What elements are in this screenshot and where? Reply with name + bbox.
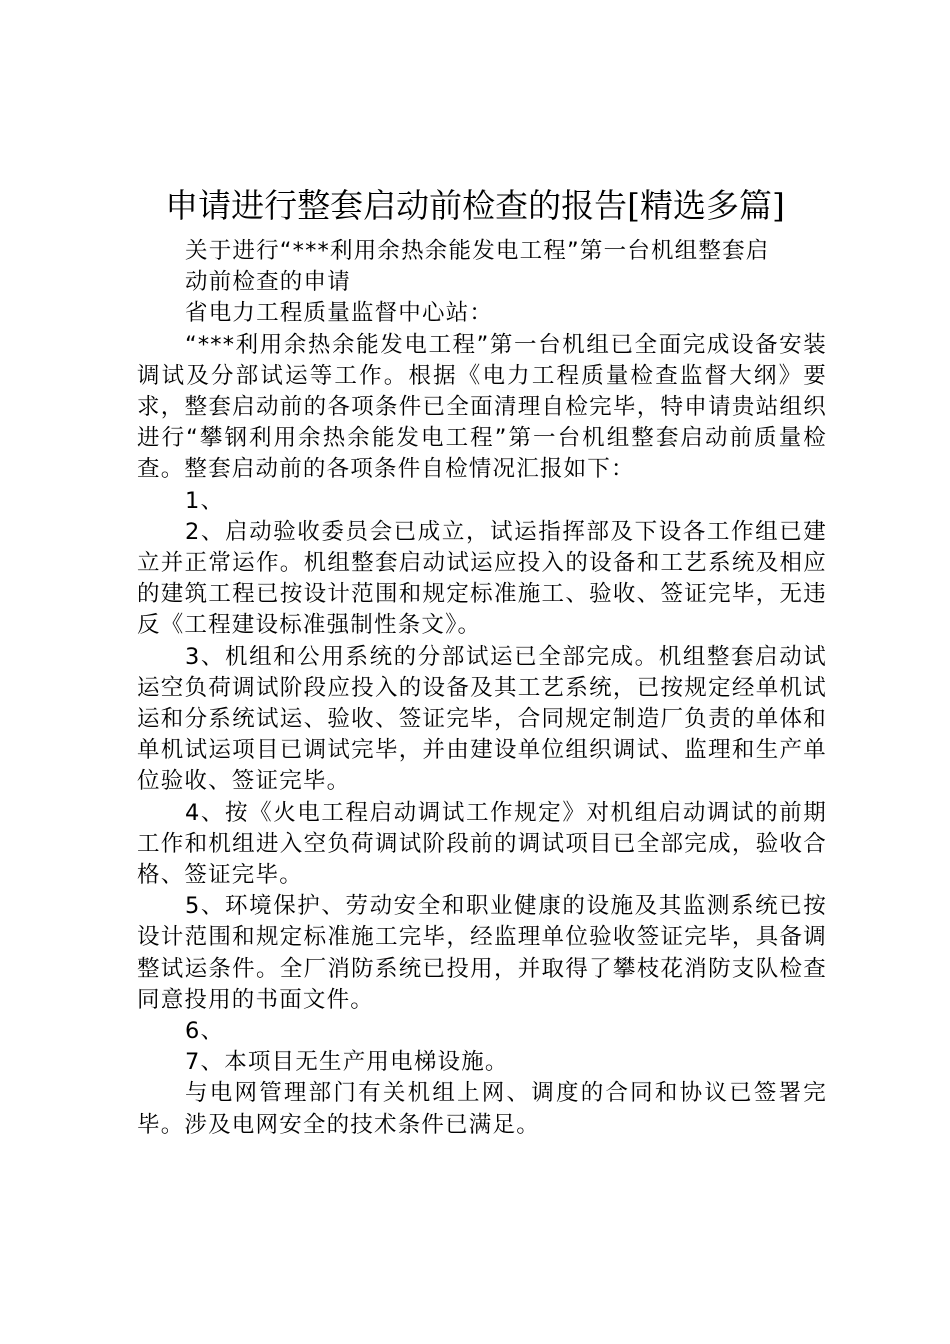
document-title: 申请进行整套启动前检查的报告[精选多篇] (165, 186, 785, 225)
intro-paragraph: “***利用余热余能发电工程”第一台机组已全面完成设备安装调试及分部试运等工作。根据《电力工程质量检查监督大纲》要求，整套启动前的各项条件已全面清理自检完毕，特申请贵站组织进行“攀钢利用余热余能发电工程”第一台机组整套启动前质量检查。整套启动前的各项条件自检情况汇报如下： (137, 331, 827, 483)
document-body (137, 236, 827, 1141)
item-7: 7、本项目无生产用电梯设施。 (185, 1049, 509, 1076)
item-5: 5、环境保护、劳动安全和职业健康的设施及其监测系统已按设计范围和规定标准施工完毕，经监理单位验收签证完毕，具备调整试运条件。全厂消防系统已投用，并取得了攀枝花消防支队检查同意投用的书面文件。 (137, 893, 827, 1013)
heading-line-2: 动前检查的申请 (185, 269, 351, 296)
item-1: 1、 (185, 487, 225, 514)
heading-line-1: 关于进行“***利用余热余能发电工程”第一台机组整套启 (185, 238, 770, 264)
item-3: 3、机组和公用系统的分部试运已全部完成。机组整套启动试运空负荷调试阶段应投入的设备及其工艺系统，已按规定经单机试运和分系统试运、验收、签证完毕，合同规定制造厂负责的单体和单机试运项目已调试完毕，并由建设单位组织调试、监理和生产单位验收、签证完毕。 (137, 643, 827, 795)
item-6: 6、 (185, 1018, 225, 1045)
closing-paragraph: 与电网管理部门有关机组上网、调度的合同和协议已签署完毕。涉及电网安全的技术条件已满足。 (137, 1080, 827, 1138)
item-4: 4、按《火电工程启动调试工作规定》对机组启动调试的前期工作和机组进入空负荷调试阶段前的调试项目已全部完成，验收合格、签证完毕。 (137, 799, 827, 889)
item-2: 2、启动验收委员会已成立，试运指挥部及下设各工作组已建立并正常运作。机组整套启动试运应投入的设备和工艺系统及相应的建筑工程已按设计范围和规定标准施工、验收、签证完毕，无违反《工程建设标准强制性条文》。 (137, 518, 827, 639)
addressee: 省电力工程质量监督中心站： (185, 300, 494, 327)
